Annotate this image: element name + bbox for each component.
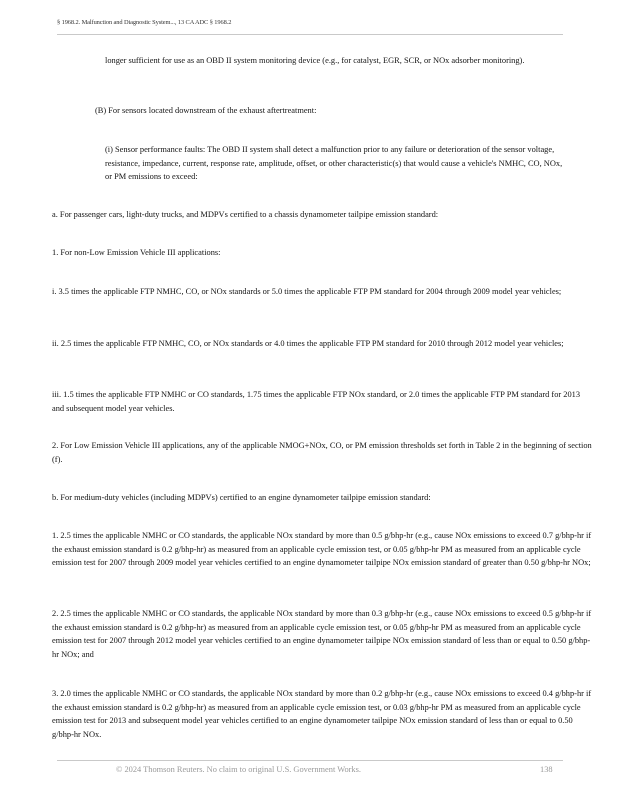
- page-number: 138: [540, 765, 553, 774]
- running-header: § 1968.2. Malfunction and Diagnostic System..., 13 CA ADC § 1968.2: [57, 19, 232, 26]
- paragraph-i-sensor-performance: (i) Sensor performance faults: The OBD II system shall detect a malfunction prior to any failure or deterioration of the sensor voltage, resistance, impedance, current, response rate, amplitude, offset, or other characteristic(s) that would cause a vehicle's NMHC, CO, NOx, or PM emissions to exceed:: [105, 145, 563, 182]
- paragraph-1-i: i. 3.5 times the applicable FTP NMHC, CO, or NOx standards or 5.0 times the applicable FTP PM standard for 2004 through 2009 model year vehicles;: [52, 287, 562, 296]
- paragraph-2-lev-iii: 2. For Low Emission Vehicle III applications, any of the applicable NMOG+NOx, CO, or PM emission thresholds set forth in Table 2 in the beginning of section (f).: [52, 441, 592, 464]
- paragraph-continued: longer sufficient for use as an OBD II system monitoring device (e.g., for catalyst, EGR, SCR, or NOx adsorber monitoring).: [105, 56, 525, 65]
- footer-copyright: © 2024 Thomson Reuters. No claim to original U.S. Government Works.: [116, 765, 361, 774]
- paragraph-b-1: 1. 2.5 times the applicable NMHC or CO standards, the applicable NOx standard by more than 0.5 g/bhp-hr (e.g., cause NOx emissions to exceed 0.7 g/bhp-hr if the exhaust emission standard is 0.2 g/bhp-hr) as measured from an applicable cycle emission test, or 0.05 g/bhp-hr PM as measured from an applicable cycle emission test for 2007 through 2009 model year vehicles certified to an engine dynamometer tailpipe NOx emission standard of greater than 0.50 g/bhp-hr NOx;: [52, 531, 592, 568]
- paragraph-B: (B) For sensors located downstream of the exhaust aftertreatment:: [95, 106, 317, 115]
- paragraph-b-medium-duty: b. For medium-duty vehicles (including MDPVs) certified to an engine dynamometer tailpipe emission standard:: [52, 493, 431, 502]
- paragraph-1-iii: iii. 1.5 times the applicable FTP NMHC or CO standards, 1.75 times the applicable FTP NOx standard, or 2.0 times the applicable FTP PM standard for 2013 and subsequent model year vehicles.: [52, 390, 581, 413]
- paragraph-1-ii: ii. 2.5 times the applicable FTP NMHC, CO, or NOx standards or 4.0 times the applicable FTP PM standard for 2010 through 2012 model year vehicles;: [52, 339, 564, 348]
- header-divider: [57, 34, 563, 35]
- paragraph-a-passenger-cars: a. For passenger cars, light-duty trucks, and MDPVs certified to a chassis dynamometer tailpipe emission standard:: [52, 210, 439, 219]
- footer-divider: [57, 760, 563, 761]
- paragraph-b-3: 3. 2.0 times the applicable NMHC or CO standards, the applicable NOx standard by more than 0.2 g/bhp-hr (e.g., cause NOx emissions to exceed 0.4 g/bhp-hr if the exhaust emission standard is 0.2 g/bhp-hr) as measured from an applicable cycle emission test, or 0.03 g/bhp-hr PM as measured from an applicable cycle emission test for 2013 and subsequent model year vehicles certified to an engine dynamometer tailpipe NOx emission standard of less than or equal to 0.50 g/bhp-hr NOx.: [52, 689, 592, 739]
- paragraph-1-non-lev-iii: 1. For non-Low Emission Vehicle III applications:: [52, 248, 221, 257]
- paragraph-b-2: 2. 2.5 times the applicable NMHC or CO standards, the applicable NOx standard by more than 0.3 g/bhp-hr (e.g., cause NOx emissions to exceed 0.5 g/bhp-hr if the exhaust emission standard is 0.2 g/bhp-hr) as measured from an applicable cycle emission test, or 0.05 g/bhp-hr PM as measured from an applicable cycle emission test for 2007 through 2012 model year vehicles certified to an engine dynamometer tailpipe NOx emission standard of less than or equal to 0.50 g/bhp-hr NOx; and: [52, 609, 592, 659]
